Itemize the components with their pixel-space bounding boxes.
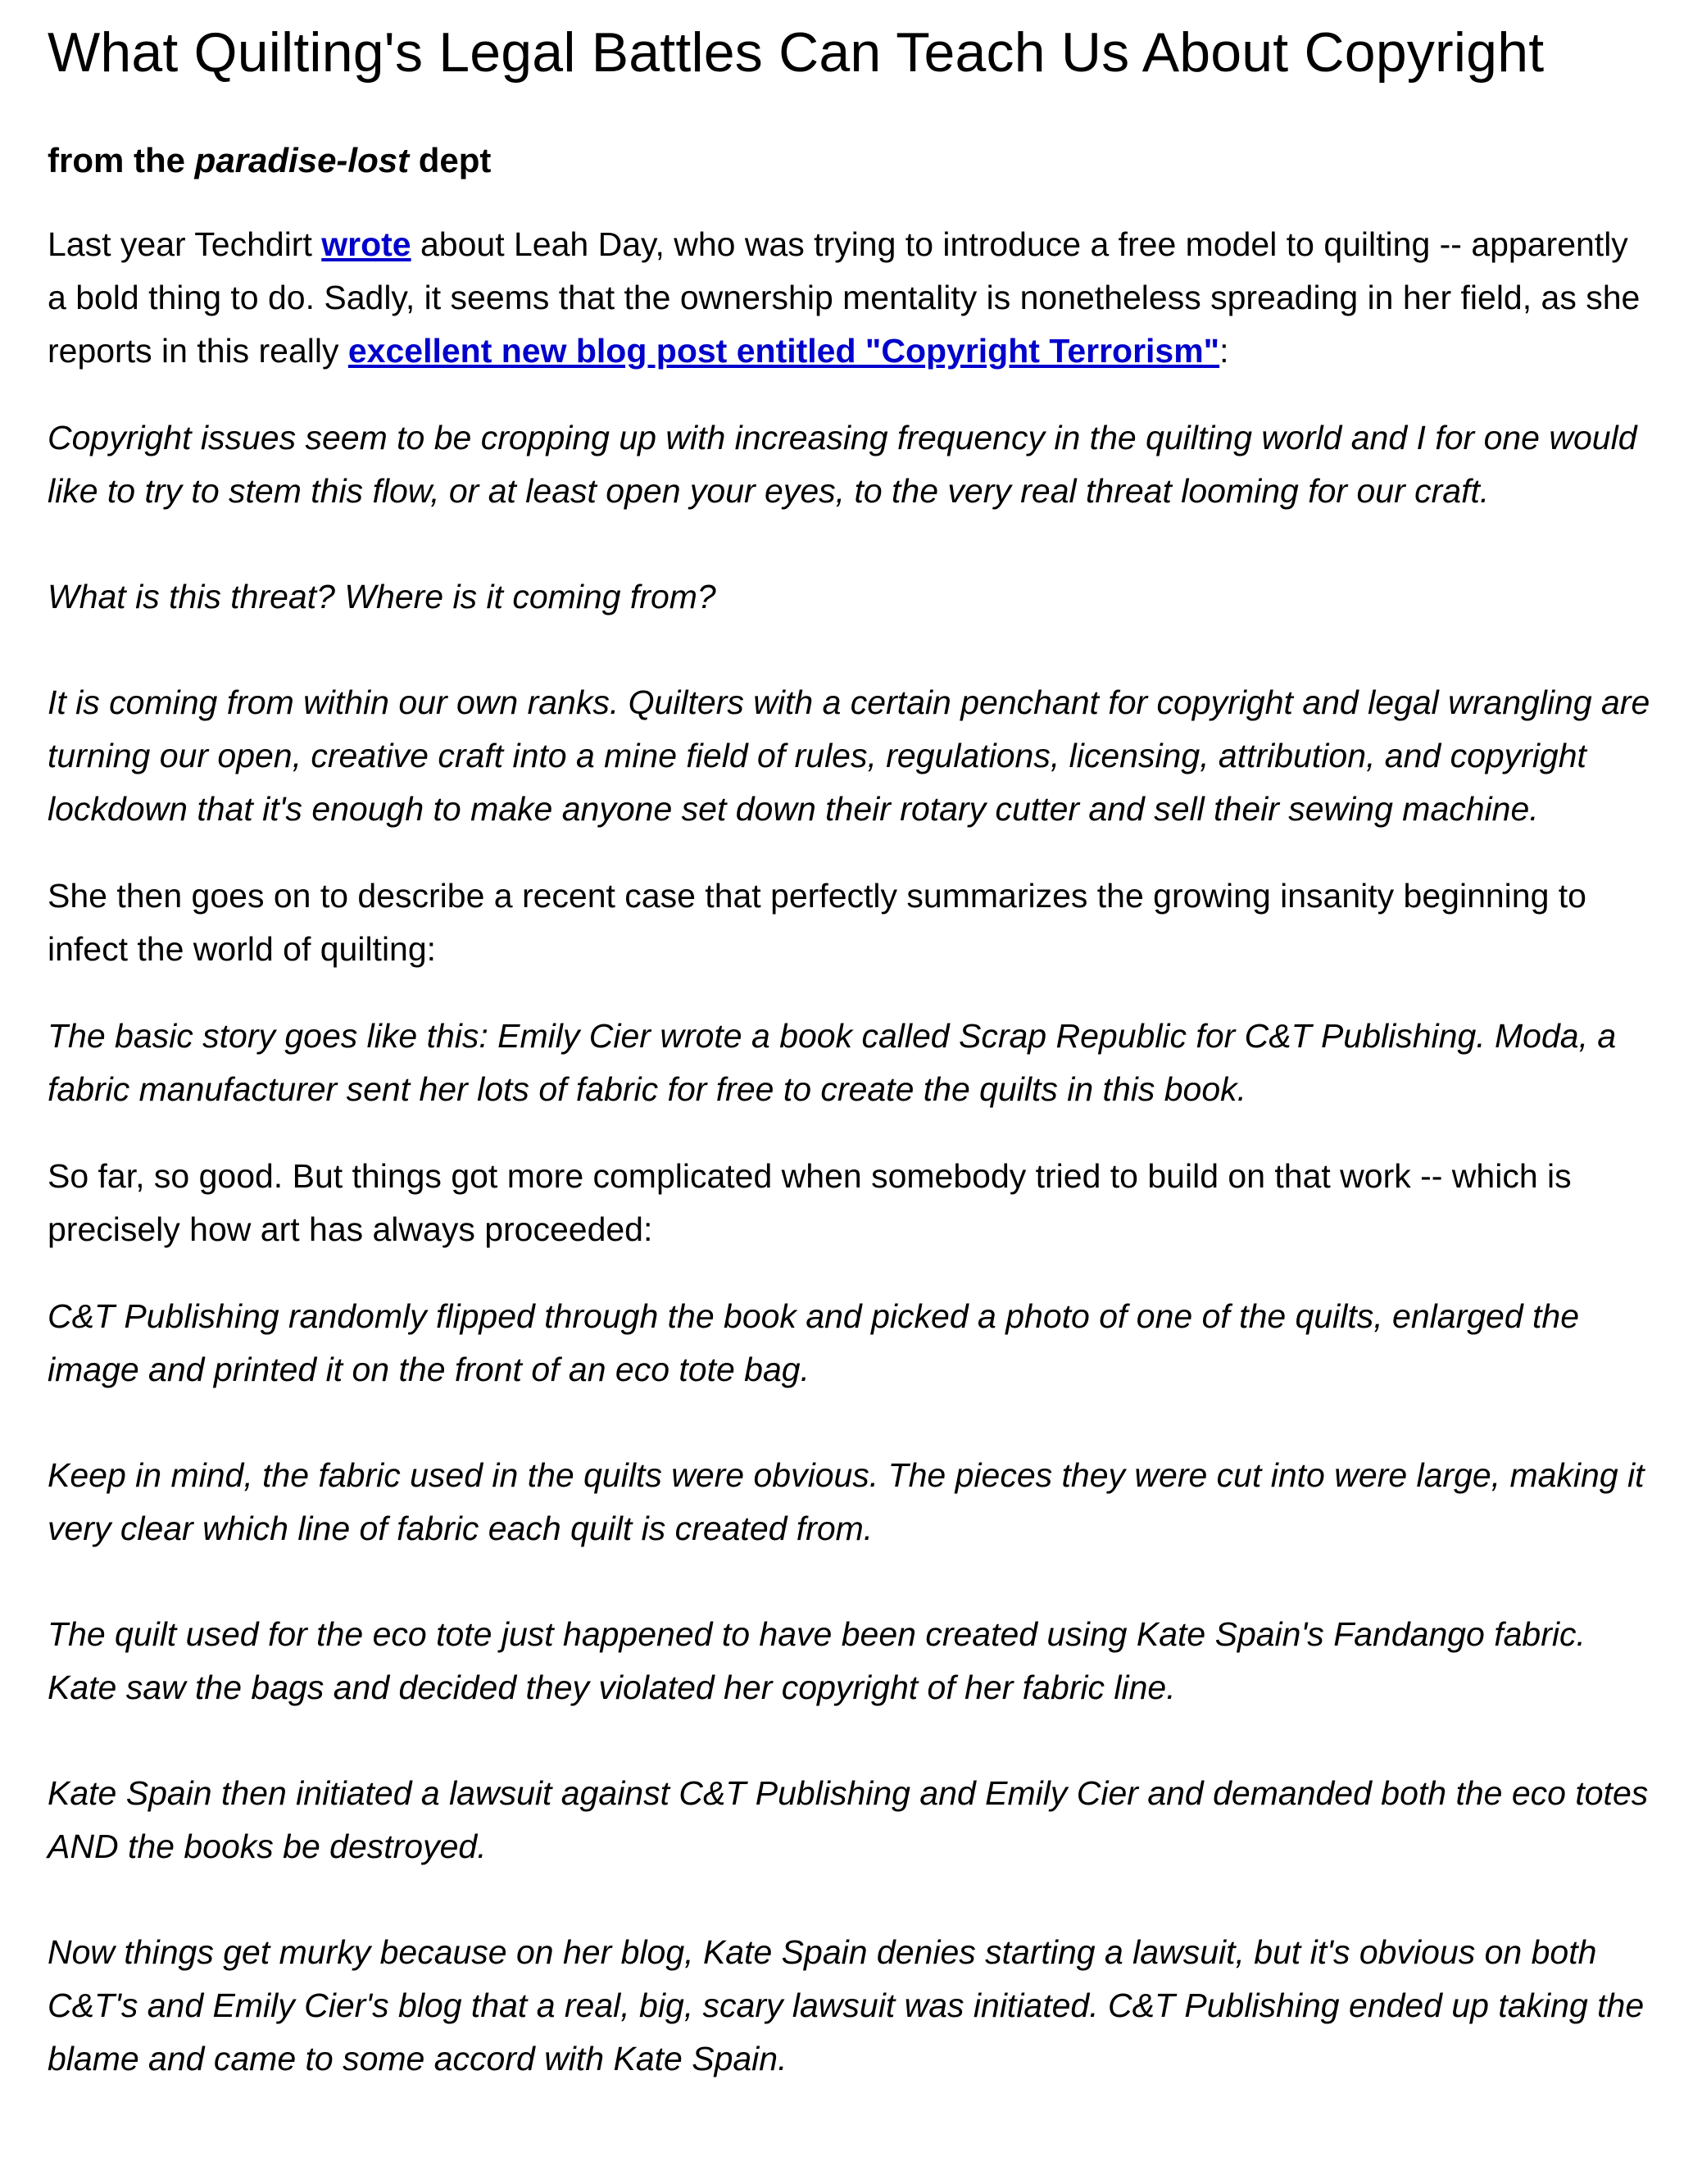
quote-3-para-2: Keep in mind, the fabric used in the quilts were obvious. The pieces they were cut into were large, making it very clear which line of fabric each quilt is created from. xyxy=(48,1456,1645,1547)
quote-3-para-4: Kate Spain then initiated a lawsuit against C&T Publishing and Emily Cier and demanded both the eco totes AND the books be destroyed. xyxy=(48,1774,1649,1865)
quote-3-para-1: C&T Publishing randomly flipped through the book and picked a photo of one of the quilts, enlarged the image and printed it on the front of an eco tote bag. xyxy=(48,1297,1580,1388)
intro-text-end: : xyxy=(1219,332,1229,370)
dept-name: paradise-lost xyxy=(194,141,410,179)
intro-text-start: Last year Techdirt xyxy=(48,225,322,263)
dept-line xyxy=(48,136,1654,185)
quote-1-para-3: It is coming from within our own ranks. Quilters with a certain penchant for copyright and legal wrangling are turning our open, creative craft into a mine field of rules, regulations, licensing, attribution, and copyright lockdown that it's enough to make anyone set down their rotary cutter and sell their sewing machine. xyxy=(48,683,1650,828)
intro-text-middle: about Leah Day, who was trying to introduce a free model to quilting -- apparently a bold thing to do. Sadly, it seems that the ownership mentality is nonetheless spreading in her field, as she reports in this really xyxy=(48,225,1641,370)
paragraph-3: So far, so good. But things got more complicated when somebody tried to build on that work -- which is precisely how art has always proceeded: xyxy=(48,1157,1572,1248)
quote-3-para-5: Now things get murky because on her blog, Kate Spain denies starting a lawsuit, but it's obvious on both C&T's and Emily Cier's blog that a real, big, scary lawsuit was initiated. C&T Publishing ended up taking the blame and came to some accord with Kate Spain. xyxy=(48,1933,1645,2077)
quote-2: The basic story goes like this: Emily Cier wrote a book called Scrap Republic for C&T Publishing. Moda, a fabric manufacturer sent her lots of fabric for free to create the quilts in this book. xyxy=(48,1017,1617,1108)
quote-1-para-2: What is this threat? Where is it coming from? xyxy=(48,578,716,615)
blog-post-link[interactable]: excellent new blog post entitled "Copyright Terrorism" xyxy=(347,332,1220,370)
wrote-link[interactable]: wrote xyxy=(321,225,411,263)
article-title: What Quilting's Legal Battles Can Teach Us About Copyright xyxy=(48,21,1545,84)
intro-paragraph xyxy=(48,218,1654,378)
dept-prefix: from the xyxy=(48,141,195,179)
paragraph-2: She then goes on to describe a recent case that perfectly summarizes the growing insanity beginning to infect the world of quilting: xyxy=(48,877,1586,968)
quote-3-para-3: The quilt used for the eco tote just happened to have been created using Kate Spain's Fandango fabric. Kate saw the bags and decided they violated her copyright of her fabric line. xyxy=(48,1615,1586,1706)
quote-1-para-1: Copyright issues seem to be cropping up with increasing frequency in the quilting world and I for one would like to try to stem this flow, or at least open your eyes, to the very real threat looming for our craft. xyxy=(48,419,1637,510)
dept-suffix: dept xyxy=(409,141,492,179)
